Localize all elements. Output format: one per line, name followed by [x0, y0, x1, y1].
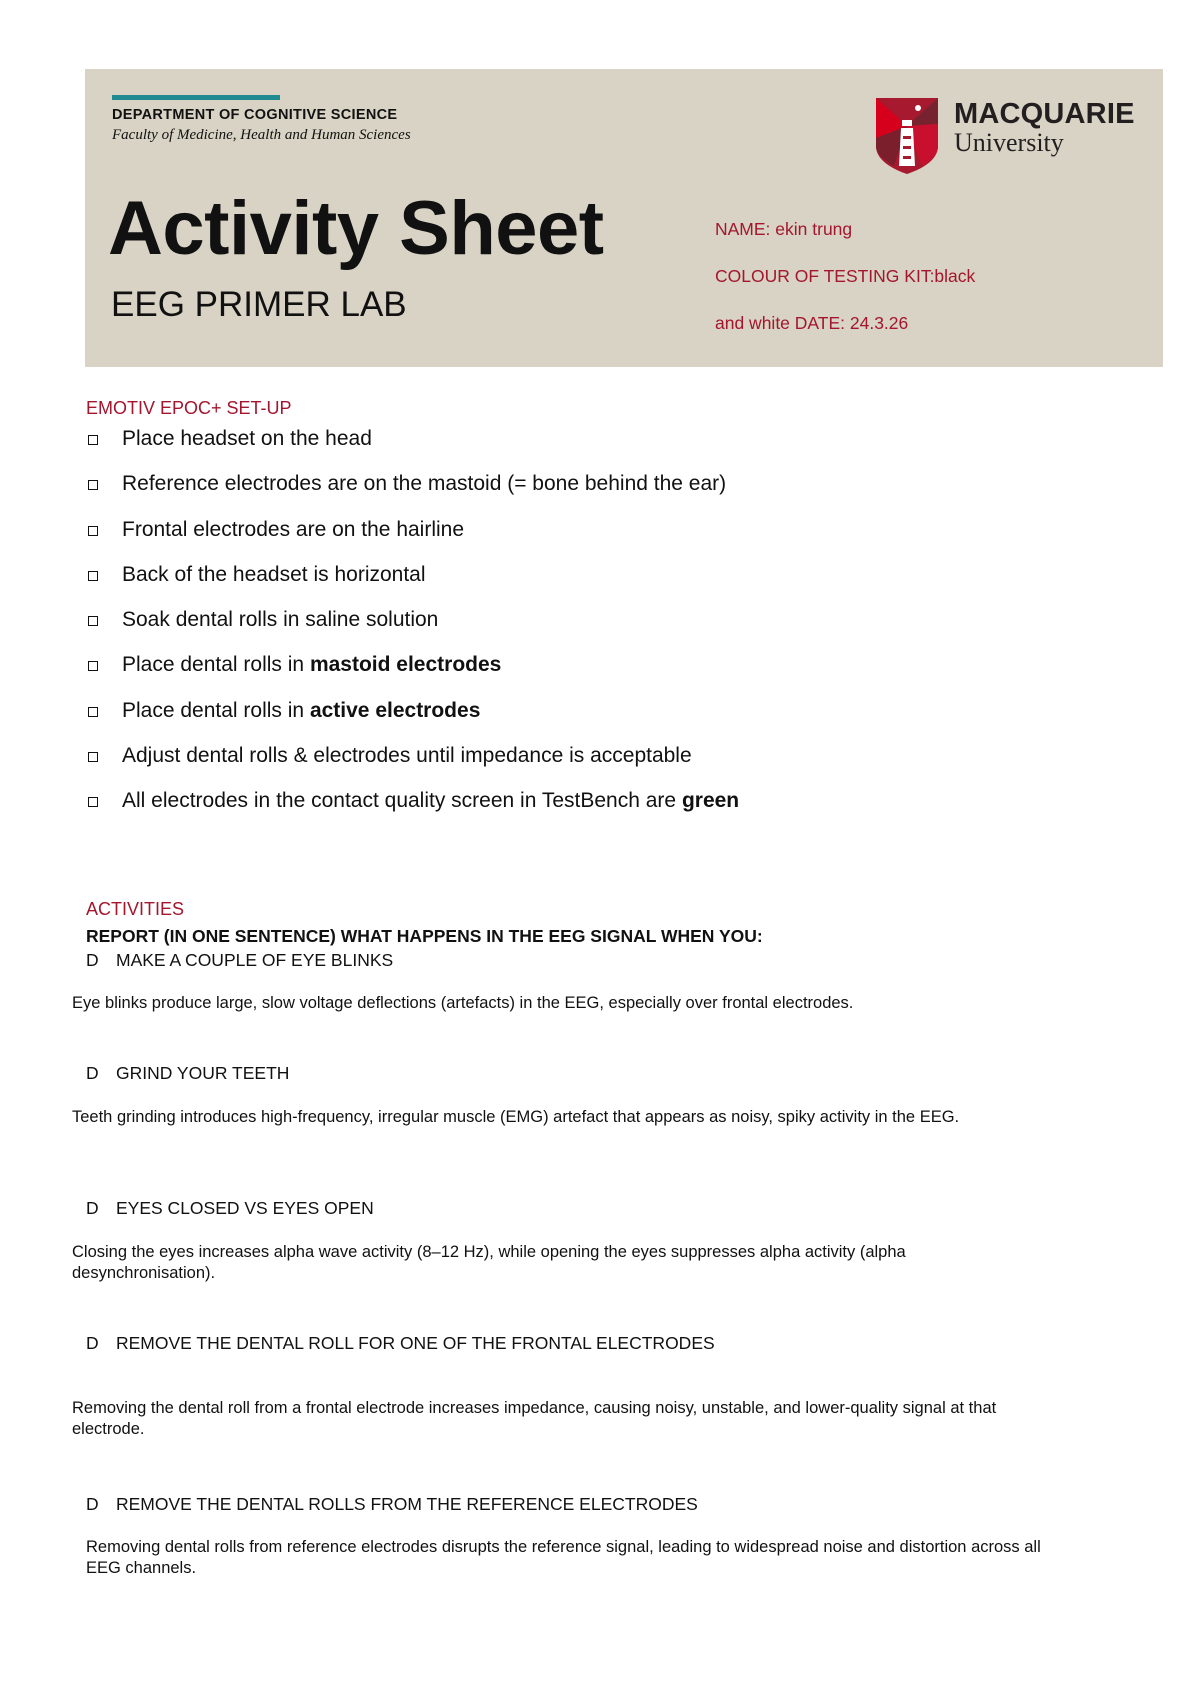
question-label: D MAKE A COUPLE OF EYE BLINKS [86, 950, 394, 970]
answer-text: Teeth grinding introduces high-frequency, irregular muscle (EMG) artefact that appears as noisy, spiky activity in the EEG. [72, 1108, 960, 1126]
question-bullet: D [86, 1198, 99, 1218]
faculty-name: Faculty of Medicine, Health and Human Sciences [112, 127, 411, 143]
checklist-item: Frontal electrodes are on the hairline [86, 517, 1136, 562]
checkbox-icon [88, 526, 98, 536]
checkbox-icon [88, 752, 98, 762]
checklist-item: Place dental rolls in active electrodes [86, 698, 1136, 743]
question-bullet: D [86, 950, 99, 970]
checklist-item: Soak dental rolls in saline solution [86, 607, 1136, 652]
answer-text: Removing dental rolls from reference electrodes disrupts the reference signal, leading to widespread noise and distortion across all EEG channels. [86, 1538, 1041, 1577]
checkbox-icon [88, 707, 98, 717]
student-name-line: NAME: ekin trung [715, 219, 853, 239]
checklist-item: All electrodes in the contact quality screen in TestBench are green [86, 788, 1136, 833]
question-bullet: D [86, 1063, 99, 1083]
question-label: D GRIND YOUR TEETH [86, 1063, 290, 1083]
checklist-item: Back of the headset is horizontal [86, 562, 1136, 607]
checklist-item: Reference electrodes are on the mastoid (= bone behind the ear) [86, 471, 1136, 516]
question-label: D EYES CLOSED VS EYES OPEN [86, 1198, 374, 1218]
question-bullet: D [86, 1333, 99, 1353]
checkbox-icon [88, 616, 98, 626]
answer-text: Eye blinks produce large, slow voltage deflections (artefacts) in the EEG, especially over frontal electrodes. [72, 994, 854, 1012]
lighthouse-shield-icon [874, 94, 940, 174]
logo-wordmark-macquarie: MACQUARIE [954, 98, 1135, 130]
accent-bar [112, 95, 280, 100]
checklist-item: Place headset on the head [86, 426, 1136, 471]
setup-checklist [86, 426, 1136, 834]
question-bullet: D [86, 1494, 99, 1514]
header-banner [85, 69, 1163, 367]
page-subtitle: EEG PRIMER LAB [111, 285, 407, 324]
checklist-item: Place dental rolls in mastoid electrodes [86, 652, 1136, 697]
checkbox-icon [88, 435, 98, 445]
answer-text: Closing the eyes increases alpha wave activity (8–12 Hz), while opening the eyes suppresses alpha activity (alpha desynchronisation). [72, 1243, 906, 1282]
checklist-item: Adjust dental rolls & electrodes until impedance is acceptable [86, 743, 1136, 788]
university-logo [874, 94, 1135, 176]
report-instruction: REPORT (IN ONE SENTENCE) WHAT HAPPENS IN THE EEG SIGNAL WHEN YOU: [86, 926, 763, 946]
page-title: Activity Sheet [108, 186, 604, 271]
question-label: D REMOVE THE DENTAL ROLL FOR ONE OF THE FRONTAL ELECTRODES [86, 1333, 715, 1353]
checkbox-icon [88, 571, 98, 581]
kit-colour-line: COLOUR OF TESTING KIT:black [715, 266, 976, 286]
department-name: DEPARTMENT OF COGNITIVE SCIENCE [112, 107, 398, 123]
question-label: D REMOVE THE DENTAL ROLLS FROM THE REFERENCE ELECTRODES [86, 1494, 698, 1514]
kit-colour-date-line: and white DATE: 24.3.26 [715, 313, 909, 333]
activities-heading: ACTIVITIES [86, 899, 185, 919]
checkbox-icon [88, 661, 98, 671]
logo-wordmark-university: University [954, 128, 1064, 157]
setup-heading: EMOTIV EPOC+ SET-UP [86, 398, 292, 418]
checkbox-icon [88, 797, 98, 807]
answer-text: Removing the dental roll from a frontal electrode increases impedance, causing noisy, unstable, and lower-quality signal at that electrode. [72, 1399, 997, 1438]
checkbox-icon [88, 480, 98, 490]
